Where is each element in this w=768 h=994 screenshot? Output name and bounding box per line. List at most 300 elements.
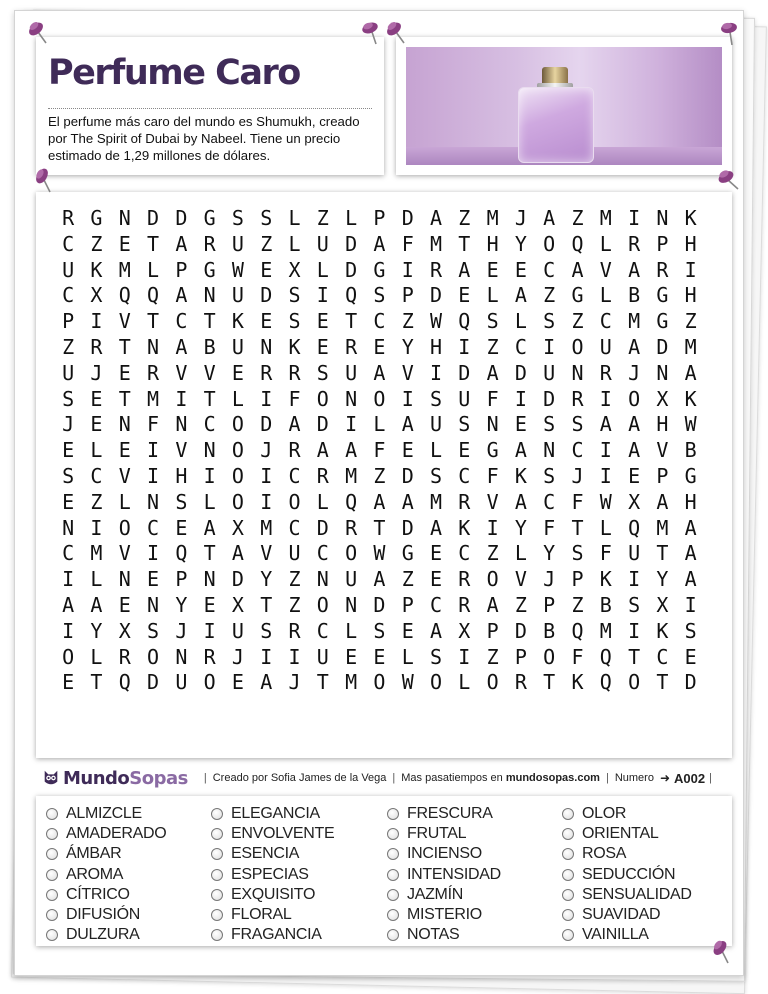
word-list-item[interactable] <box>46 844 211 864</box>
grid-letter[interactable]: E <box>175 515 188 540</box>
radio-circle-icon[interactable] <box>562 929 574 941</box>
grid-letter[interactable]: W <box>373 541 386 566</box>
grid-letter[interactable]: R <box>429 257 443 282</box>
grid-letter[interactable]: E <box>231 360 244 385</box>
grid-letter[interactable]: T <box>458 231 471 256</box>
grid-letter[interactable]: F <box>571 644 584 669</box>
grid-letter[interactable]: K <box>458 515 471 540</box>
grid-letter[interactable]: D <box>316 515 329 540</box>
radio-circle-icon[interactable] <box>562 848 574 860</box>
grid-letter[interactable]: N <box>345 386 358 411</box>
grid-letter[interactable]: P <box>401 592 414 617</box>
grid-letter[interactable]: D <box>401 206 414 230</box>
grid-letter[interactable]: B <box>543 618 556 643</box>
grid-letter[interactable]: H <box>656 412 669 437</box>
radio-circle-icon[interactable] <box>387 889 399 901</box>
grid-letter[interactable]: R <box>345 334 358 359</box>
grid-letter[interactable]: X <box>458 618 471 643</box>
grid-letter[interactable]: X <box>656 592 669 617</box>
word-list-item[interactable] <box>387 865 562 885</box>
grid-letter[interactable]: R <box>147 360 160 385</box>
grid-letter[interactable]: T <box>571 515 584 540</box>
grid-letter[interactable]: D <box>260 283 273 308</box>
grid-letter[interactable]: U <box>345 567 358 592</box>
grid-letter[interactable]: E <box>260 257 273 282</box>
grid-letter[interactable]: G <box>373 257 386 282</box>
grid-letter[interactable]: R <box>656 257 669 282</box>
grid-letter[interactable]: Z <box>684 309 697 334</box>
grid-letter[interactable]: X <box>118 618 131 643</box>
grid-letter[interactable]: P <box>543 592 556 617</box>
grid-letter[interactable]: C <box>90 463 103 488</box>
grid-letter[interactable]: Q <box>599 670 612 695</box>
grid-letter[interactable]: W <box>599 489 612 514</box>
grid-letter[interactable]: Y <box>260 567 273 592</box>
grid-letter[interactable]: I <box>684 257 697 282</box>
grid-letter[interactable]: A <box>316 438 329 463</box>
word-list-item[interactable] <box>46 925 211 945</box>
grid-letter[interactable]: A <box>486 360 499 385</box>
grid-letter[interactable]: Z <box>62 334 75 359</box>
grid-letter[interactable]: P <box>571 567 584 592</box>
grid-letter[interactable]: I <box>684 592 697 617</box>
grid-letter[interactable]: K <box>288 334 301 359</box>
word-list-item[interactable] <box>211 804 387 824</box>
grid-letter[interactable]: C <box>62 541 75 566</box>
grid-letter[interactable]: O <box>231 412 244 437</box>
grid-letter[interactable]: F <box>288 386 301 411</box>
grid-letter[interactable]: Z <box>260 231 273 256</box>
grid-letter[interactable]: G <box>401 541 414 566</box>
grid-letter[interactable]: Q <box>571 231 584 256</box>
grid-letter[interactable]: A <box>628 438 641 463</box>
grid-letter[interactable]: R <box>599 360 612 385</box>
grid-letter[interactable]: D <box>514 360 527 385</box>
grid-letter[interactable]: E <box>514 257 527 282</box>
grid-letter[interactable]: Y <box>175 592 188 617</box>
grid-letter[interactable]: C <box>458 541 471 566</box>
grid-letter[interactable]: N <box>656 206 669 230</box>
grid-letter[interactable]: E <box>118 231 131 256</box>
grid-letter[interactable]: D <box>345 257 358 282</box>
grid-letter[interactable]: C <box>175 309 188 334</box>
grid-letter[interactable]: E <box>486 257 499 282</box>
grid-letter[interactable]: Z <box>543 283 556 308</box>
grid-letter[interactable]: N <box>260 334 273 359</box>
word-list-item[interactable] <box>387 885 562 905</box>
grid-letter[interactable]: I <box>260 386 273 411</box>
grid-letter[interactable]: S <box>571 541 584 566</box>
word-list-item[interactable] <box>562 865 722 885</box>
grid-letter[interactable]: U <box>316 231 329 256</box>
grid-letter[interactable]: A <box>260 670 273 695</box>
grid-letter[interactable]: C <box>316 618 329 643</box>
grid-letter[interactable]: G <box>656 283 669 308</box>
grid-letter[interactable]: O <box>571 334 584 359</box>
grid-letter[interactable]: F <box>543 515 556 540</box>
grid-letter[interactable]: S <box>62 463 75 488</box>
grid-letter[interactable]: K <box>90 257 103 282</box>
grid-letter[interactable]: G <box>684 463 697 488</box>
grid-letter[interactable]: R <box>316 463 329 488</box>
grid-letter[interactable]: C <box>203 412 216 437</box>
radio-circle-icon[interactable] <box>211 909 223 921</box>
grid-letter[interactable]: I <box>543 334 556 359</box>
grid-letter[interactable]: E <box>429 541 443 566</box>
grid-letter[interactable]: U <box>458 386 471 411</box>
grid-letter[interactable]: J <box>175 618 188 643</box>
grid-letter[interactable]: Z <box>401 567 414 592</box>
grid-letter[interactable]: N <box>147 592 160 617</box>
radio-circle-icon[interactable] <box>387 848 399 860</box>
grid-letter[interactable]: H <box>175 463 188 488</box>
word-list-item[interactable] <box>211 824 387 844</box>
grid-letter[interactable]: Q <box>147 283 160 308</box>
word-list-item[interactable] <box>211 905 387 925</box>
radio-circle-icon[interactable] <box>46 869 58 881</box>
grid-letter[interactable]: O <box>628 670 641 695</box>
grid-letter[interactable]: R <box>118 644 131 669</box>
grid-letter[interactable]: O <box>429 670 443 695</box>
grid-letter[interactable]: I <box>401 386 414 411</box>
grid-letter[interactable]: S <box>486 309 499 334</box>
grid-letter[interactable]: A <box>345 438 358 463</box>
grid-letter[interactable]: L <box>514 309 527 334</box>
word-list-item[interactable] <box>46 824 211 844</box>
grid-letter[interactable]: J <box>288 670 301 695</box>
grid-letter[interactable]: I <box>147 463 160 488</box>
grid-letter[interactable]: R <box>288 360 301 385</box>
grid-letter[interactable]: Y <box>90 618 103 643</box>
grid-letter[interactable]: R <box>345 515 358 540</box>
grid-letter[interactable]: D <box>401 463 414 488</box>
grid-letter[interactable]: U <box>543 360 556 385</box>
grid-letter[interactable]: I <box>288 644 301 669</box>
grid-letter[interactable]: A <box>514 438 527 463</box>
grid-letter[interactable]: Q <box>599 644 612 669</box>
grid-letter[interactable]: B <box>599 592 612 617</box>
grid-letter[interactable]: C <box>429 592 443 617</box>
grid-letter[interactable]: O <box>62 644 75 669</box>
grid-letter[interactable]: A <box>175 231 188 256</box>
grid-letter[interactable]: L <box>147 257 160 282</box>
grid-letter[interactable]: P <box>514 644 527 669</box>
grid-letter[interactable]: V <box>175 360 188 385</box>
grid-letter[interactable]: K <box>684 206 697 230</box>
word-list-item[interactable] <box>387 925 562 945</box>
grid-letter[interactable]: C <box>147 515 160 540</box>
radio-circle-icon[interactable] <box>46 889 58 901</box>
radio-circle-icon[interactable] <box>562 909 574 921</box>
grid-letter[interactable]: Y <box>543 541 556 566</box>
grid-letter[interactable]: I <box>599 463 612 488</box>
grid-letter[interactable]: E <box>458 283 471 308</box>
grid-letter[interactable]: I <box>147 541 160 566</box>
grid-letter[interactable]: E <box>373 334 386 359</box>
grid-letter[interactable]: M <box>486 206 499 230</box>
radio-circle-icon[interactable] <box>211 889 223 901</box>
grid-letter[interactable]: E <box>401 618 414 643</box>
grid-letter[interactable]: W <box>684 412 697 437</box>
word-list-item[interactable] <box>46 905 211 925</box>
grid-letter[interactable]: S <box>429 644 443 669</box>
grid-letter[interactable]: E <box>316 334 329 359</box>
grid-letter[interactable]: A <box>231 541 244 566</box>
radio-circle-icon[interactable] <box>562 889 574 901</box>
grid-letter[interactable]: E <box>118 592 131 617</box>
grid-letter[interactable]: S <box>571 412 584 437</box>
grid-letter[interactable]: E <box>118 438 131 463</box>
grid-letter[interactable]: L <box>514 541 527 566</box>
grid-letter[interactable]: A <box>90 592 103 617</box>
grid-letter[interactable]: A <box>684 515 697 540</box>
grid-letter[interactable]: M <box>345 670 358 695</box>
grid-letter[interactable]: V <box>656 438 669 463</box>
grid-letter[interactable]: J <box>260 438 273 463</box>
grid-letter[interactable]: I <box>175 386 188 411</box>
grid-letter[interactable]: L <box>599 283 612 308</box>
grid-letter[interactable]: Q <box>118 283 131 308</box>
grid-letter[interactable]: S <box>429 463 443 488</box>
grid-letter[interactable]: U <box>175 670 188 695</box>
grid-letter[interactable]: E <box>118 360 131 385</box>
grid-letter[interactable]: Q <box>118 670 131 695</box>
grid-letter[interactable]: D <box>656 334 669 359</box>
grid-letter[interactable]: U <box>288 541 301 566</box>
grid-letter[interactable]: U <box>599 334 612 359</box>
grid-letter[interactable]: I <box>345 412 358 437</box>
grid-letter[interactable]: M <box>656 515 669 540</box>
grid-letter[interactable]: O <box>486 670 499 695</box>
grid-letter[interactable]: O <box>543 644 556 669</box>
grid-letter[interactable]: Z <box>486 334 499 359</box>
grid-letter[interactable]: I <box>429 360 443 385</box>
grid-letter[interactable]: O <box>118 515 131 540</box>
grid-letter[interactable]: I <box>62 567 75 592</box>
grid-letter[interactable]: T <box>203 541 216 566</box>
grid-letter[interactable]: V <box>118 463 131 488</box>
word-list-item[interactable] <box>562 905 722 925</box>
grid-letter[interactable]: N <box>486 412 499 437</box>
grid-letter[interactable]: L <box>203 489 216 514</box>
grid-letter[interactable]: T <box>147 231 160 256</box>
grid-letter[interactable]: V <box>599 257 612 282</box>
grid-letter[interactable]: K <box>231 309 244 334</box>
grid-letter[interactable]: N <box>316 567 329 592</box>
grid-letter[interactable]: J <box>571 463 584 488</box>
grid-letter[interactable]: A <box>628 334 641 359</box>
grid-letter[interactable]: E <box>429 567 443 592</box>
grid-letter[interactable]: Z <box>571 206 584 230</box>
word-list-item[interactable] <box>211 865 387 885</box>
grid-letter[interactable]: S <box>628 592 641 617</box>
grid-letter[interactable]: V <box>486 489 499 514</box>
grid-letter[interactable]: M <box>90 541 103 566</box>
grid-letter[interactable]: D <box>373 592 386 617</box>
grid-letter[interactable]: R <box>62 206 75 230</box>
grid-letter[interactable]: H <box>684 489 697 514</box>
grid-letter[interactable]: M <box>628 309 641 334</box>
grid-letter[interactable]: L <box>486 283 499 308</box>
letter-grid[interactable] <box>54 206 714 746</box>
grid-letter[interactable]: L <box>316 489 329 514</box>
grid-letter[interactable]: H <box>684 231 697 256</box>
grid-letter[interactable]: I <box>458 644 471 669</box>
grid-letter[interactable]: J <box>628 360 641 385</box>
grid-letter[interactable]: A <box>175 283 188 308</box>
grid-letter[interactable]: D <box>543 386 556 411</box>
grid-letter[interactable]: Z <box>401 309 414 334</box>
grid-letter[interactable]: F <box>599 541 612 566</box>
grid-letter[interactable]: U <box>62 360 75 385</box>
grid-letter[interactable]: T <box>373 515 386 540</box>
grid-letter[interactable]: R <box>458 567 471 592</box>
grid-letter[interactable]: D <box>231 567 244 592</box>
word-list-item[interactable] <box>46 804 211 824</box>
grid-letter[interactable]: K <box>684 386 697 411</box>
word-list-item[interactable] <box>211 885 387 905</box>
grid-letter[interactable]: M <box>345 463 358 488</box>
grid-letter[interactable]: H <box>684 283 697 308</box>
grid-letter[interactable]: Z <box>458 206 471 230</box>
grid-letter[interactable]: E <box>345 644 358 669</box>
grid-letter[interactable]: U <box>429 412 443 437</box>
grid-letter[interactable]: E <box>458 438 471 463</box>
grid-letter[interactable]: A <box>401 489 414 514</box>
grid-letter[interactable]: C <box>599 309 612 334</box>
grid-letter[interactable]: T <box>316 670 329 695</box>
radio-circle-icon[interactable] <box>387 828 399 840</box>
grid-letter[interactable]: S <box>231 206 244 230</box>
grid-letter[interactable]: G <box>656 309 669 334</box>
grid-letter[interactable]: U <box>231 334 244 359</box>
grid-letter[interactable]: L <box>288 231 301 256</box>
grid-letter[interactable]: W <box>429 309 443 334</box>
radio-circle-icon[interactable] <box>46 929 58 941</box>
grid-letter[interactable]: S <box>175 489 188 514</box>
grid-letter[interactable]: T <box>90 670 103 695</box>
grid-letter[interactable]: D <box>684 670 697 695</box>
grid-letter[interactable]: U <box>231 618 244 643</box>
grid-letter[interactable]: O <box>231 489 244 514</box>
grid-letter[interactable]: O <box>543 231 556 256</box>
grid-letter[interactable]: D <box>429 283 443 308</box>
grid-letter[interactable]: A <box>684 567 697 592</box>
grid-letter[interactable]: Q <box>345 489 358 514</box>
grid-letter[interactable]: F <box>486 386 499 411</box>
grid-letter[interactable]: N <box>147 489 160 514</box>
grid-letter[interactable]: L <box>599 515 612 540</box>
grid-letter[interactable]: I <box>90 309 103 334</box>
grid-letter[interactable]: Y <box>514 231 527 256</box>
radio-circle-icon[interactable] <box>562 869 574 881</box>
grid-letter[interactable]: A <box>373 231 386 256</box>
grid-letter[interactable]: Q <box>345 283 358 308</box>
grid-letter[interactable]: N <box>175 644 188 669</box>
grid-letter[interactable]: X <box>288 257 301 282</box>
grid-letter[interactable]: U <box>628 541 641 566</box>
grid-letter[interactable]: W <box>401 670 414 695</box>
grid-letter[interactable]: B <box>684 438 697 463</box>
grid-letter[interactable]: Y <box>401 334 414 359</box>
brand-logo[interactable] <box>63 768 188 789</box>
grid-letter[interactable]: C <box>458 463 471 488</box>
grid-letter[interactable]: I <box>599 386 612 411</box>
radio-circle-icon[interactable] <box>211 929 223 941</box>
grid-letter[interactable]: O <box>316 386 329 411</box>
grid-letter[interactable]: Z <box>486 541 499 566</box>
grid-letter[interactable]: I <box>628 206 641 230</box>
grid-letter[interactable]: I <box>628 618 641 643</box>
word-list-item[interactable] <box>46 885 211 905</box>
grid-letter[interactable]: L <box>90 567 103 592</box>
grid-letter[interactable]: R <box>203 644 216 669</box>
radio-circle-icon[interactable] <box>46 808 58 820</box>
grid-letter[interactable]: J <box>90 360 103 385</box>
grid-letter[interactable]: I <box>458 334 471 359</box>
grid-letter[interactable]: X <box>628 489 641 514</box>
word-list-item[interactable] <box>562 885 722 905</box>
grid-letter[interactable]: A <box>486 592 499 617</box>
grid-letter[interactable]: A <box>514 283 527 308</box>
grid-letter[interactable]: A <box>175 334 188 359</box>
word-list-item[interactable] <box>562 804 722 824</box>
radio-circle-icon[interactable] <box>387 929 399 941</box>
grid-letter[interactable]: D <box>147 206 160 230</box>
grid-letter[interactable]: L <box>373 412 386 437</box>
grid-letter[interactable]: G <box>90 206 103 230</box>
grid-letter[interactable]: N <box>203 567 216 592</box>
grid-letter[interactable]: D <box>260 412 273 437</box>
grid-letter[interactable]: O <box>373 386 386 411</box>
grid-letter[interactable]: I <box>90 515 103 540</box>
grid-letter[interactable]: S <box>288 283 301 308</box>
grid-letter[interactable]: D <box>345 231 358 256</box>
grid-letter[interactable]: V <box>401 360 414 385</box>
word-list-item[interactable] <box>211 925 387 945</box>
radio-circle-icon[interactable] <box>387 869 399 881</box>
grid-letter[interactable]: N <box>147 334 160 359</box>
grid-letter[interactable]: Z <box>288 592 301 617</box>
grid-letter[interactable]: E <box>373 644 386 669</box>
grid-letter[interactable]: R <box>458 592 471 617</box>
word-list-item[interactable] <box>562 844 722 864</box>
grid-letter[interactable]: S <box>373 618 386 643</box>
grid-letter[interactable]: E <box>231 670 244 695</box>
grid-letter[interactable]: U <box>231 283 244 308</box>
grid-letter[interactable]: U <box>345 360 358 385</box>
grid-letter[interactable]: L <box>401 644 414 669</box>
grid-letter[interactable]: T <box>628 644 641 669</box>
grid-letter[interactable]: T <box>656 541 669 566</box>
grid-letter[interactable]: S <box>260 206 273 230</box>
grid-letter[interactable]: A <box>628 257 641 282</box>
grid-letter[interactable]: D <box>514 618 527 643</box>
grid-letter[interactable]: M <box>429 231 443 256</box>
grid-letter[interactable]: A <box>599 412 612 437</box>
grid-letter[interactable]: E <box>62 489 75 514</box>
grid-letter[interactable]: C <box>288 515 301 540</box>
grid-letter[interactable]: C <box>514 334 527 359</box>
grid-letter[interactable]: M <box>147 386 160 411</box>
grid-letter[interactable]: E <box>514 412 527 437</box>
grid-letter[interactable]: M <box>118 257 131 282</box>
word-list-item[interactable] <box>387 844 562 864</box>
grid-letter[interactable]: T <box>118 334 131 359</box>
grid-letter[interactable]: Y <box>514 515 527 540</box>
grid-letter[interactable]: G <box>203 257 216 282</box>
grid-letter[interactable]: C <box>62 283 75 308</box>
